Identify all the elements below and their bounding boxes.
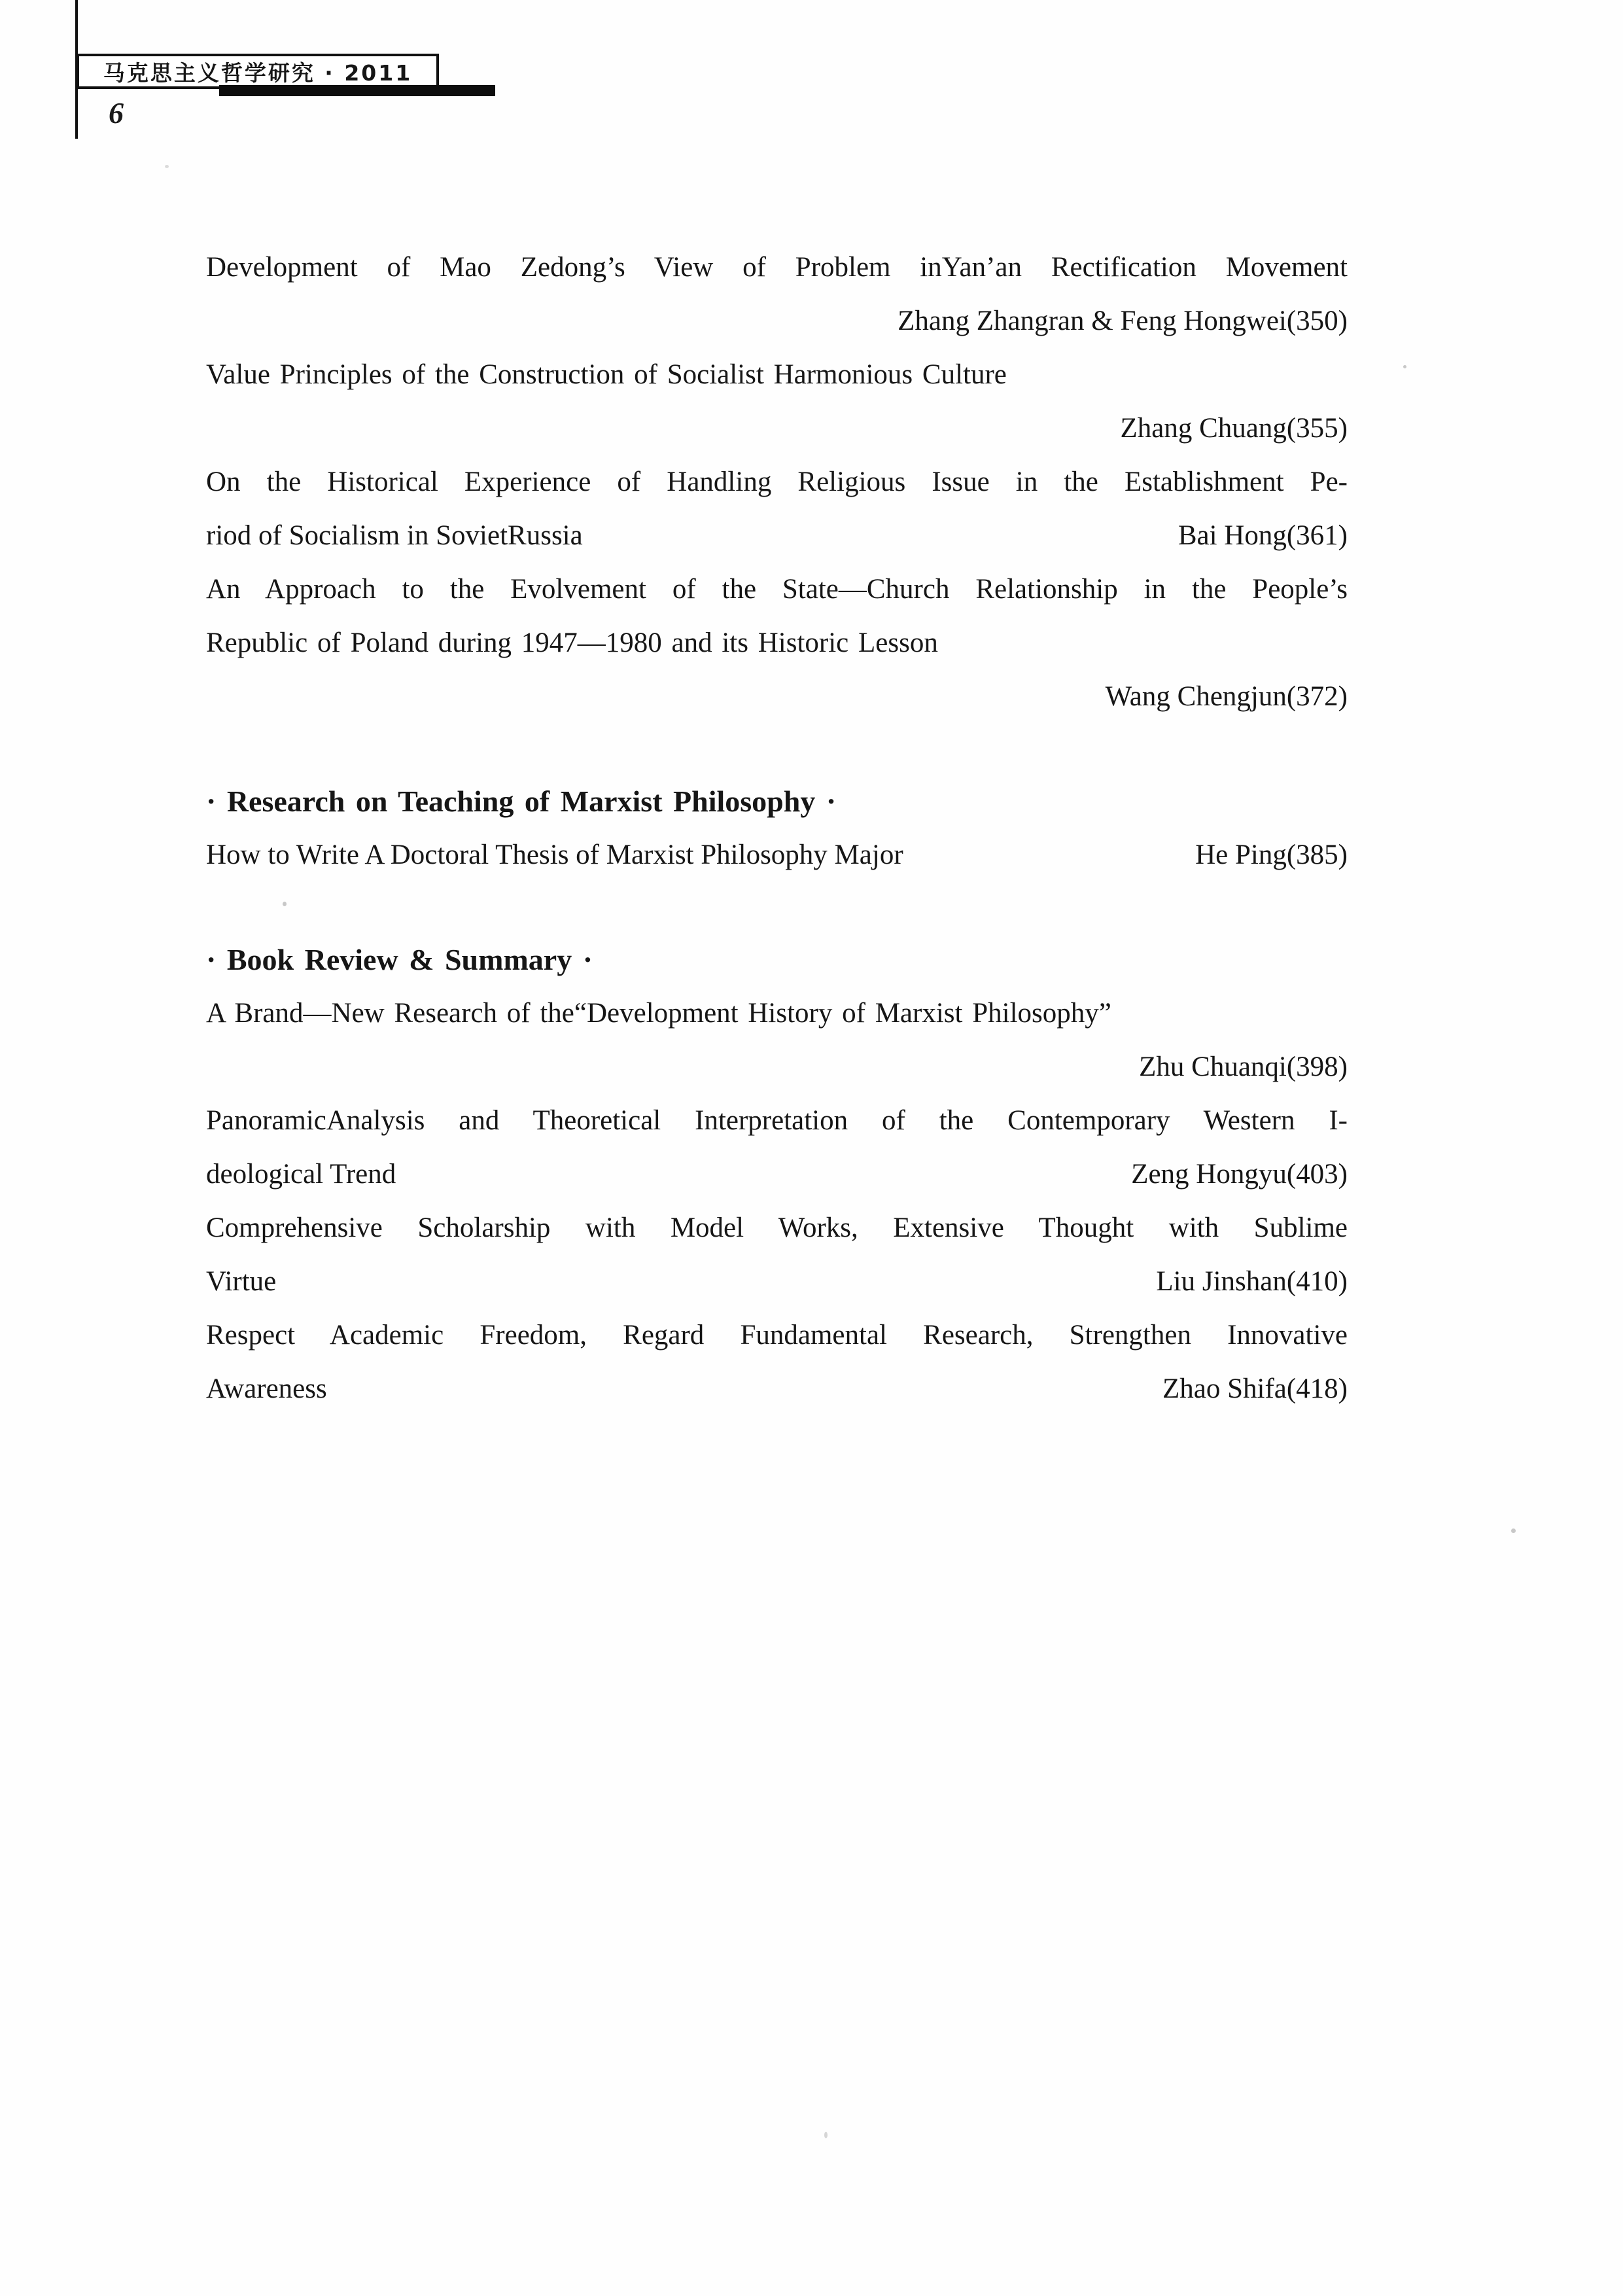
- scan-speck: [824, 2132, 828, 2138]
- toc-line: Comprehensive Scholarship with Model Works, Extensive Thought with Sublime: [206, 1212, 1348, 1243]
- journal-title-box: [77, 54, 439, 89]
- toc-line: Zhu Chuanqi(398): [1139, 1051, 1348, 1082]
- entry-author-page: Liu Jinshan(410): [1156, 1266, 1348, 1297]
- toc-line: Zhang Chuang(355): [1120, 413, 1348, 444]
- header-accent-bar: [219, 85, 495, 96]
- toc-line: [206, 1362, 1348, 1416]
- page-number: 6: [109, 96, 124, 130]
- entry-author-page: He Ping(385): [1195, 839, 1348, 870]
- entry-title: Virtue: [206, 1266, 277, 1297]
- entry-title: deological Trend: [206, 1159, 396, 1190]
- toc-line: [206, 1148, 1348, 1201]
- section-heading: · Book Review & Summary ·: [206, 943, 593, 976]
- toc-line: An Approach to the Evolvement of the State—Church Relationship in the People’s: [206, 574, 1348, 605]
- toc-line: PanoramicAnalysis and Theoretical Interpretation of the Contemporary Western I-: [206, 1105, 1348, 1136]
- entry-author-page: Bai Hong(361): [1178, 520, 1348, 551]
- scan-speck: [283, 902, 287, 906]
- toc-line: On the Historical Experience of Handling Religious Issue in the Establishment Pe-: [206, 467, 1348, 497]
- entry-author-page: Zhao Shifa(418): [1162, 1373, 1348, 1404]
- scan-speck: [1403, 365, 1406, 368]
- section-heading: · Research on Teaching of Marxist Philosophy ·: [206, 785, 837, 818]
- entry-author-page: Zeng Hongyu(403): [1131, 1159, 1348, 1190]
- toc-line: Development of Mao Zedong’s View of Problem inYan’an Rectification Movement: [206, 252, 1348, 283]
- entry-title: How to Write A Doctoral Thesis of Marxist Philosophy Major: [206, 839, 903, 870]
- toc: [206, 241, 1348, 1416]
- scan-speck: [165, 165, 169, 168]
- toc-line: Value Principles of the Construction of Socialist Harmonious Culture: [206, 359, 1007, 390]
- toc-line: A Brand—New Research of the“Development History of Marxist Philosophy”: [206, 998, 1111, 1029]
- toc-line: [206, 1255, 1348, 1309]
- toc-line: Republic of Poland during 1947—1980 and its Historic Lesson: [206, 627, 938, 658]
- toc-line: Respect Academic Freedom, Regard Fundamental Research, Strengthen Innovative: [206, 1320, 1348, 1351]
- toc-line: [206, 828, 1348, 882]
- toc-line: [206, 509, 1348, 563]
- journal-title: 马克思主义哲学研究 · 2011: [103, 60, 413, 86]
- entry-title: Awareness: [206, 1373, 327, 1404]
- toc-line: Wang Chengjun(372): [1105, 681, 1348, 712]
- entry-title: riod of Socialism in SovietRussia: [206, 520, 583, 551]
- toc-line: Zhang Zhangran & Feng Hongwei(350): [898, 306, 1348, 336]
- scan-speck: [1511, 1528, 1516, 1533]
